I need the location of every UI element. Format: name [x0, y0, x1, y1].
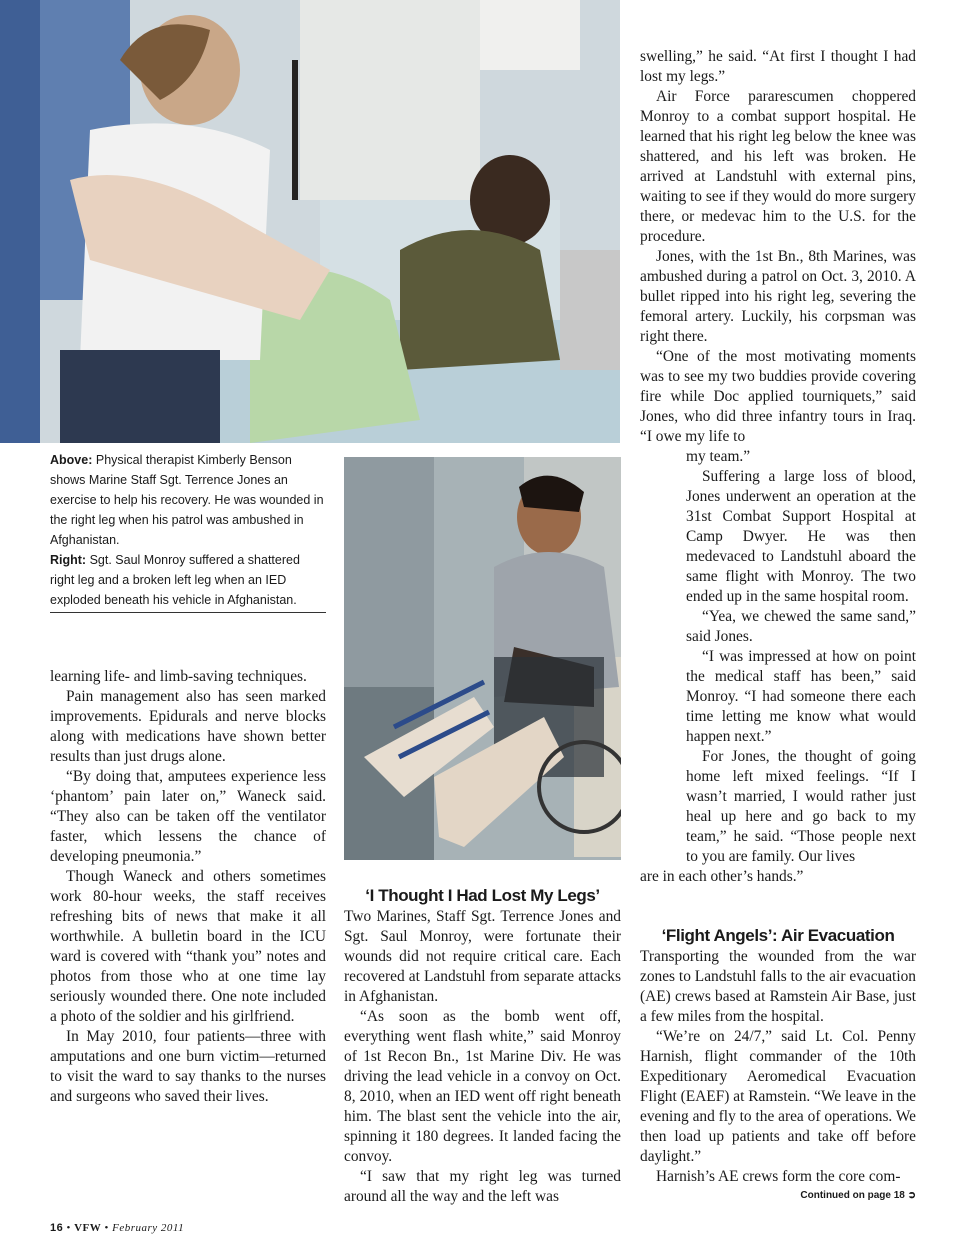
footer-separator: • — [63, 1222, 75, 1234]
caption-above — [50, 450, 326, 550]
page-footer — [50, 1222, 184, 1234]
paragraph: are in each other’s hands.” — [640, 868, 804, 885]
issue-date: February 2011 — [112, 1222, 185, 1234]
paragraph: learning life- and limb-saving techniques. — [50, 668, 307, 685]
paragraph: “By doing that, amputees experience less ‘phantom’ pain later on,” Waneck said. “They also can be taken off the ventilator faster, which lessens the chance of developing pneumonia.” — [50, 768, 326, 865]
photo-therapy — [0, 0, 620, 443]
paragraph: Air Force pararescumen choppered Monroy to a combat support hospital. He learned that his right leg below the knee was shattered, and his left was broken. He arrived at Landstuhl with external pins, waiting to see if they would do more surgery there, or medevac him to the U.S. for the procedure. — [640, 88, 916, 245]
paragraph: “One of the most motivating moments was to see my two buddies provide covering fire while Doc applied tourniquets,” said Jones, who did three infantry tours in Iraq. “I owe my life to — [640, 348, 916, 445]
paragraph: “I was impressed at how on point the medical staff has been,” said Monroy. “I had someone there each time letting me know what would happen next.” — [686, 648, 916, 745]
caption-right — [50, 550, 326, 610]
paragraph: swelling,” he said. “At first I thought I had lost my legs.” — [640, 48, 916, 85]
continued-on-page-link[interactable]: Continued on page 18 ➲ — [800, 1190, 916, 1201]
paragraph: Two Marines, Staff Sgt. Terrence Jones and Sgt. Saul Monroy, were fortunate their wounds did not require critical care. Each recovered at Landstuhl from separate attacks in Afghanistan. — [344, 908, 621, 1005]
caption-above-label: Above: — [50, 453, 93, 467]
section-heading-lost-legs: ‘I Thought I Had Lost My Legs’ — [365, 886, 600, 905]
paragraph: “I saw that my right leg was turned around all the way and the left was — [344, 1168, 621, 1205]
paragraph: Suffering a large loss of blood, Jones underwent an operation at the 31st Combat Support Hospital at Camp Dwyer. He was then medevaced to Landstuhl aboard the same flight with Monroy. The two ended up in the same hospital room. — [686, 468, 916, 605]
article-column-1 — [50, 667, 326, 1107]
hospital-therapy-photo-icon — [0, 0, 620, 443]
paragraph: Pain management also has seen marked improvements. Epidurals and nerve blocks along with medications have shown better results than just drugs alone. — [50, 688, 326, 765]
caption-above-text: Physical therapist Kimberly Benson shows Marine Staff Sgt. Terrence Jones an exercise to help his recovery. He was wounded in the right leg when his patrol was ambushed in Afghanistan. — [50, 453, 324, 547]
paragraph: my team.” — [686, 448, 751, 465]
paragraph: For Jones, the thought of going home left mixed feelings. “If I wasn’t married, I would rather just heal up here and go back to my team,” he said. “Those people next to you are family. Our lives — [686, 748, 916, 865]
footer-separator: • — [101, 1222, 113, 1234]
article-column-3-continuation — [640, 867, 916, 887]
photo-wheelchair — [344, 457, 621, 860]
paragraph: “Yea, we chewed the same sand,” said Jones. — [686, 608, 916, 645]
caption-right-text: Sgt. Saul Monroy suffered a shattered right leg and a broken left leg when an IED exploded beneath his vehicle in Afghanistan. — [50, 553, 300, 607]
page-number: 16 — [50, 1222, 64, 1234]
article-column-3 — [640, 47, 916, 447]
article-column-2 — [344, 907, 621, 1207]
article-column-3-narrow — [686, 447, 916, 867]
article-column-3-lower — [640, 947, 916, 1187]
photo-caption — [50, 450, 326, 613]
paragraph: Transporting the wounded from the war zones to Landstuhl falls to the air evacuation (AE) crews based at Ramstein Air Base, just a few miles from the hospital. — [640, 948, 916, 1025]
section-heading-flight-angels: ‘Flight Angels’: Air Evacuation — [661, 926, 895, 945]
paragraph: “As soon as the bomb went off, everything went flash white,” said Monroy of 1st Recon Bn., 1st Marine Div. He was driving the lead vehicle in a convoy on Oct. 8, 2010, when an IED went off right beneath him. The blast sent the vehicle into the air, spinning it 180 degrees. It landed facing the convoy. — [344, 1008, 621, 1165]
paragraph: Jones, with the 1st Bn., 8th Marines, was ambushed during a patrol on Oct. 3, 2010. A bullet ripped into his right leg, severing the femoral artery. Luckily, his corpsman was right there. — [640, 248, 916, 345]
paragraph: “We’re on 24/7,” said Lt. Col. Penny Harnish, flight commander of the 10th Expeditionary Aeromedical Evacuation Flight (EAEF) at Ramstein. “We leave in the evening and fly to the area of operations. We then load up patients and take off before daylight.” — [640, 1028, 916, 1165]
caption-right-label: Right: — [50, 553, 87, 567]
wheelchair-patient-photo-icon — [344, 457, 621, 860]
magazine-name: VFW — [74, 1222, 102, 1234]
paragraph: In May 2010, four patients—three with amputations and one burn victim—returned to visit the ward to say thanks to the nurses and surgeons who saved their lives. — [50, 1028, 326, 1105]
paragraph: Harnish’s AE crews form the core com- — [656, 1168, 901, 1185]
paragraph: Though Waneck and others sometimes work 80-hour weeks, the staff receives refreshing bits of news that make it all worthwhile. A bulletin board in the ICU ward is covered with “thank you” notes and photos from those who at one time lay seriously wounded there. One note included a photo of the soldier and his girlfriend. — [50, 868, 326, 1025]
